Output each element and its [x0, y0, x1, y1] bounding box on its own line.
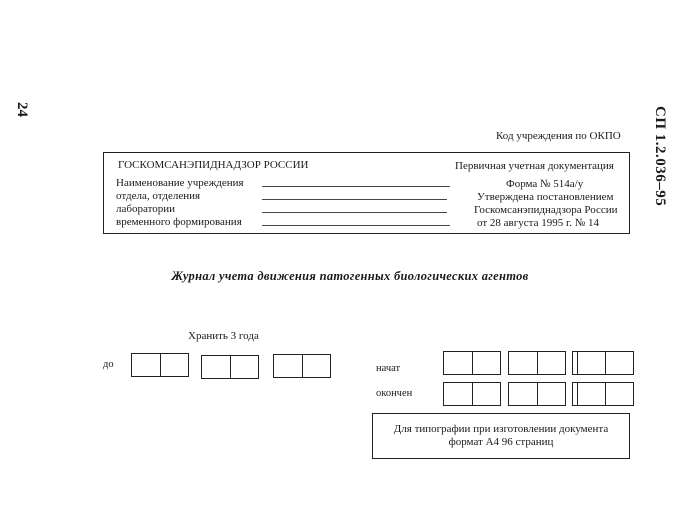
until-year-boxes[interactable] — [273, 354, 331, 378]
print-note-line-2: формат А4 96 страниц — [448, 436, 554, 448]
authority-label: Госкомсанэпиднадзора России — [474, 204, 618, 216]
approved-label: Утверждена постановлением — [477, 191, 614, 203]
started-label: начат — [376, 363, 401, 374]
until-day-cell-2[interactable] — [160, 354, 188, 376]
started-month-boxes[interactable] — [508, 351, 566, 375]
until-month-boxes[interactable] — [201, 355, 259, 379]
started-year-cell-3[interactable] — [605, 352, 633, 374]
ended-year-cell-3[interactable] — [605, 383, 633, 405]
until-day-cell-1[interactable] — [132, 354, 160, 376]
ended-day-cell-2[interactable] — [472, 383, 500, 405]
approval-date: от 28 августа 1995 г. № 14 — [477, 217, 599, 229]
institution-fill-line-3[interactable] — [262, 212, 447, 213]
ended-month-cell-2[interactable] — [537, 383, 565, 405]
until-month-cell-1[interactable] — [202, 356, 230, 378]
ended-year-boxes[interactable] — [572, 382, 634, 406]
ended-day-cell-1[interactable] — [444, 383, 472, 405]
page-title: Журнал учета движения патогенных биологических агентов — [171, 269, 529, 283]
print-note-line-1: Для типографии при изготовлении документа — [393, 423, 609, 435]
institution-label-line-3: лаборатории — [116, 203, 176, 215]
institution-label-line-4: временного формирования — [116, 216, 242, 228]
ended-label: окончен — [376, 388, 413, 399]
institution-fill-line-4[interactable] — [262, 225, 450, 226]
ended-month-boxes[interactable] — [508, 382, 566, 406]
form-number: Форма № 514а/у — [506, 178, 584, 190]
until-month-cell-2[interactable] — [230, 356, 258, 378]
keep-period-label: Хранить 3 года — [188, 330, 259, 342]
institution-label-line-2: отдела, отделения — [116, 190, 201, 202]
until-day-boxes[interactable] — [131, 353, 189, 377]
until-label: до — [103, 359, 114, 370]
ended-year-cell-2[interactable] — [577, 383, 605, 405]
started-day-cell-2[interactable] — [472, 352, 500, 374]
print-note-box — [372, 413, 630, 459]
organization-name: ГОСКОМСАНЭПИДНАДЗОР РОССИИ — [118, 159, 309, 171]
ended-month-cell-1[interactable] — [509, 383, 537, 405]
primary-doc-label: Первичная учетная документация — [455, 160, 614, 172]
started-day-cell-1[interactable] — [444, 352, 472, 374]
institution-fill-line-1[interactable] — [262, 186, 450, 187]
started-month-cell-2[interactable] — [537, 352, 565, 374]
started-day-boxes[interactable] — [443, 351, 501, 375]
okpo-label: Код учреждения по ОКПО — [496, 130, 621, 142]
until-year-cell-2[interactable] — [302, 355, 330, 377]
institution-label-line-1: Наименование учреждения — [116, 177, 244, 189]
started-year-cell-2[interactable] — [577, 352, 605, 374]
ended-day-boxes[interactable] — [443, 382, 501, 406]
started-month-cell-1[interactable] — [509, 352, 537, 374]
institution-fill-line-2[interactable] — [262, 199, 447, 200]
started-year-boxes[interactable] — [572, 351, 634, 375]
page-number: 24 — [14, 102, 30, 117]
document-code: СП 1.2.036–95 — [652, 106, 668, 207]
until-year-cell-1[interactable] — [274, 355, 302, 377]
